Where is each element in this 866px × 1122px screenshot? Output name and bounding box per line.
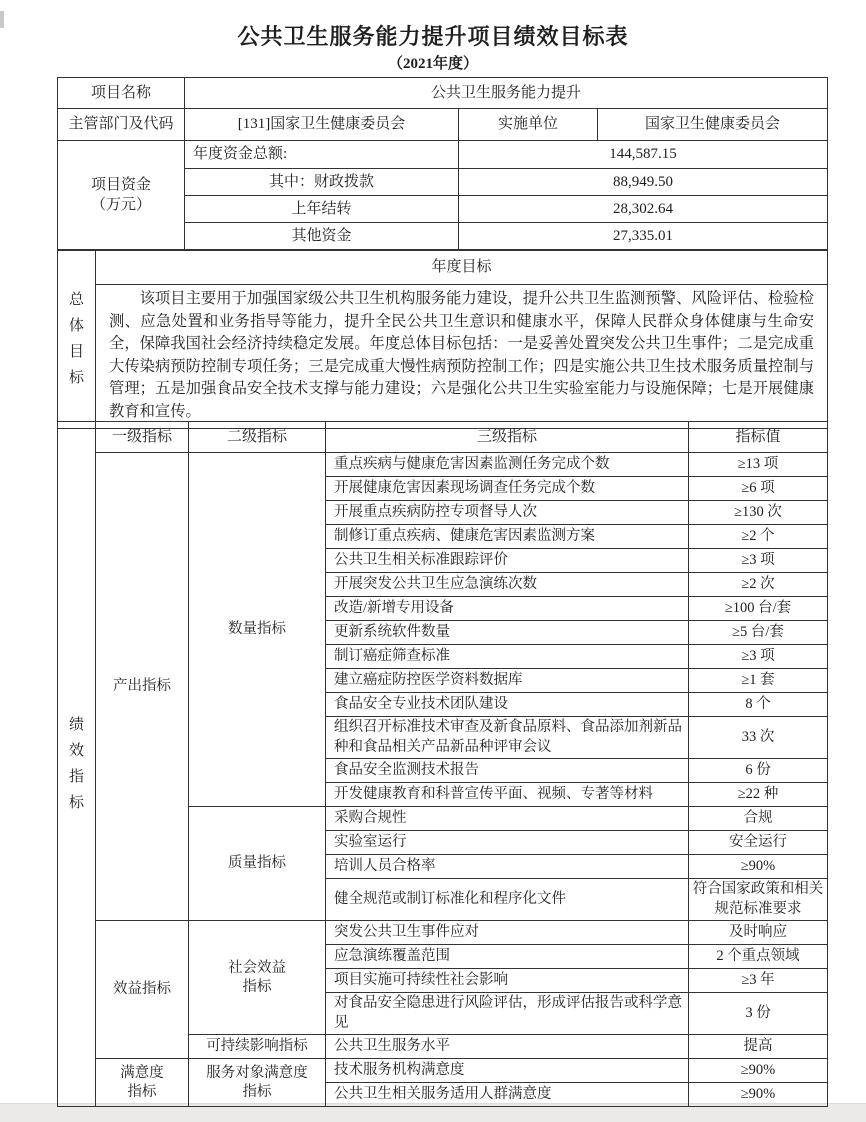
indicator-name: 食品安全监测技术报告 — [326, 759, 689, 783]
indicator-name: 开展重点疾病防控专项督导人次 — [326, 501, 689, 525]
indicator-value: 符合国家政策和相关规范标准要求 — [689, 879, 828, 921]
level2-quality: 质量指标 — [189, 807, 326, 921]
indicator-row — [58, 453, 828, 477]
indicator-name: 应急演练覆盖范围 — [326, 945, 689, 969]
overall-goal-side-label: 总体目标 — [58, 250, 96, 429]
indicator-name: 开展健康危害因素现场调查任务完成个数 — [326, 477, 689, 501]
indicator-value: ≥90% — [689, 1083, 828, 1107]
indicator-value: 合规 — [689, 807, 828, 831]
indicator-value: ≥90% — [689, 1059, 828, 1083]
indicator-value: ≥2 个 — [689, 525, 828, 549]
indicator-value: ≥3 项 — [689, 549, 828, 573]
indicator-value: ≥130 次 — [689, 501, 828, 525]
level2-quantity: 数量指标 — [189, 453, 326, 807]
funding-total-value: 144,587.15 — [459, 141, 828, 169]
project-name-value: 公共卫生服务能力提升 — [185, 78, 828, 109]
indicator-name: 开发健康教育和科普宣传平面、视频、专著等材料 — [326, 783, 689, 807]
funding-carryover-value: 28,302.64 — [459, 196, 828, 223]
indicator-value: ≥1 套 — [689, 669, 828, 693]
indicator-name: 突发公共卫生事件应对 — [326, 921, 689, 945]
indicator-row — [58, 921, 828, 945]
indicator-name: 建立癌症防控医学资料数据库 — [326, 669, 689, 693]
indicator-value: 2 个重点领域 — [689, 945, 828, 969]
indicator-value: 6 份 — [689, 759, 828, 783]
indicator-name: 公共卫生相关标准跟踪评价 — [326, 549, 689, 573]
funding-total-label: 年度资金总额: — [185, 141, 459, 169]
level2-sustainable-impact: 可持续影响指标 — [189, 1035, 326, 1059]
indicators-table — [57, 421, 828, 1107]
funding-fiscal-value: 88,949.50 — [459, 169, 828, 196]
indicator-name: 采购合规性 — [326, 807, 689, 831]
table-row — [58, 285, 828, 429]
annual-goal-text: 该项目主要用于加强国家级公共卫生机构服务能力建设，提升公共卫生监测预警、风险评估、检验检测、应急处置和业务指导等能力，提升全民公共卫生意识和健康水平，保障人民群众身体健康与生命安全，保障我国社会经济持续稳定发展。年度总体目标包括：一是妥善处置突发公共卫生事件；二是完成重大传染病预防控制专项任务；三是完成重大慢性病预防控制工作；四是实施公共卫生技术服务质量控制与管理；五是加强食品安全技术支撑与能力建设；六是强化公共卫生实验室能力与设施保障；七是开展健康教育和宣传。 — [96, 285, 828, 429]
indicator-value: ≥90% — [689, 855, 828, 879]
header-level3: 三级指标 — [326, 422, 689, 453]
indicator-value: ≥2 次 — [689, 573, 828, 597]
level1-benefit: 效益指标 — [96, 921, 189, 1059]
annual-goal-header: 年度目标 — [96, 250, 828, 285]
indicator-name: 技术服务机构满意度 — [326, 1059, 689, 1083]
funding-other-label: 其他资金 — [185, 223, 459, 251]
indicator-name: 组织召开标准技术审查及新食品原料、食品添加剂新品种和食品相关产品新品种评审会议 — [326, 717, 689, 759]
header-level2: 二级指标 — [189, 422, 326, 453]
indicator-name: 制修订重点疾病、健康危害因素监测方案 — [326, 525, 689, 549]
indicator-value: ≥3 项 — [689, 645, 828, 669]
indicators-header-row — [58, 422, 828, 453]
indicator-value: ≥6 项 — [689, 477, 828, 501]
funding-other-value: 27,335.01 — [459, 223, 828, 251]
funding-fiscal-label: 其中：财政拨款 — [185, 169, 459, 196]
indicator-value: 安全运行 — [689, 831, 828, 855]
project-name-label: 项目名称 — [58, 78, 185, 109]
indicator-name: 制订癌症筛查标准 — [326, 645, 689, 669]
implementing-unit-label: 实施单位 — [459, 109, 598, 141]
page-title: 公共卫生服务能力提升项目绩效目标表 — [237, 24, 629, 49]
implementing-unit-value: 国家卫生健康委员会 — [598, 109, 828, 141]
indicator-value: ≥5 台/套 — [689, 621, 828, 645]
indicator-name: 实验室运行 — [326, 831, 689, 855]
indicator-value: ≥3 年 — [689, 969, 828, 993]
funding-label: 项目资金（万元） — [58, 141, 185, 251]
department-value: [131]国家卫生健康委员会 — [185, 109, 459, 141]
indicator-value: ≥22 种 — [689, 783, 828, 807]
indicator-name: 重点疾病与健康危害因素监测任务完成个数 — [326, 453, 689, 477]
indicator-name: 公共卫生相关服务适用人群满意度 — [326, 1083, 689, 1107]
project-info-table — [57, 77, 828, 251]
level1-output: 产出指标 — [96, 453, 189, 921]
indicator-value: 33 次 — [689, 717, 828, 759]
indicator-value: 8 个 — [689, 693, 828, 717]
indicator-value: 提高 — [689, 1035, 828, 1059]
indicator-name: 开展突发公共卫生应急演练次数 — [326, 573, 689, 597]
indicator-name: 项目实施可持续性社会影响 — [326, 969, 689, 993]
indicator-value: 及时响应 — [689, 921, 828, 945]
indicator-name: 健全规范或制订标准化和程序化文件 — [326, 879, 689, 921]
indicator-name: 更新系统软件数量 — [326, 621, 689, 645]
indicator-name: 公共卫生服务水平 — [326, 1035, 689, 1059]
indicator-name: 对食品安全隐患进行风险评估，形成评估报告或科学意见 — [326, 993, 689, 1035]
header-level1: 一级指标 — [96, 422, 189, 453]
indicator-row — [58, 1059, 828, 1083]
page-subtitle: （2021年度） — [387, 56, 478, 72]
overall-goal-table — [57, 249, 828, 429]
indicator-value: 3 份 — [689, 993, 828, 1035]
indicators-side-label: 绩效指标 — [58, 422, 96, 1107]
funding-carryover-label: 上年结转 — [185, 196, 459, 223]
indicator-value: ≥13 项 — [689, 453, 828, 477]
indicator-name: 食品安全专业技术团队建设 — [326, 693, 689, 717]
indicator-name: 培训人员合格率 — [326, 855, 689, 879]
level2-service-target-satisfaction: 服务对象满意度指标 — [189, 1059, 326, 1107]
table-row — [58, 250, 828, 285]
department-label: 主管部门及代码 — [58, 109, 185, 141]
table-row — [58, 78, 828, 109]
indicator-value: ≥100 台/套 — [689, 597, 828, 621]
level1-satisfaction: 满意度指标 — [96, 1059, 189, 1107]
indicator-name: 改造/新增专用设备 — [326, 597, 689, 621]
header-value: 指标值 — [689, 422, 828, 453]
table-row — [58, 109, 828, 141]
table-row — [58, 141, 828, 169]
level2-social-benefit: 社会效益指标 — [189, 921, 326, 1035]
